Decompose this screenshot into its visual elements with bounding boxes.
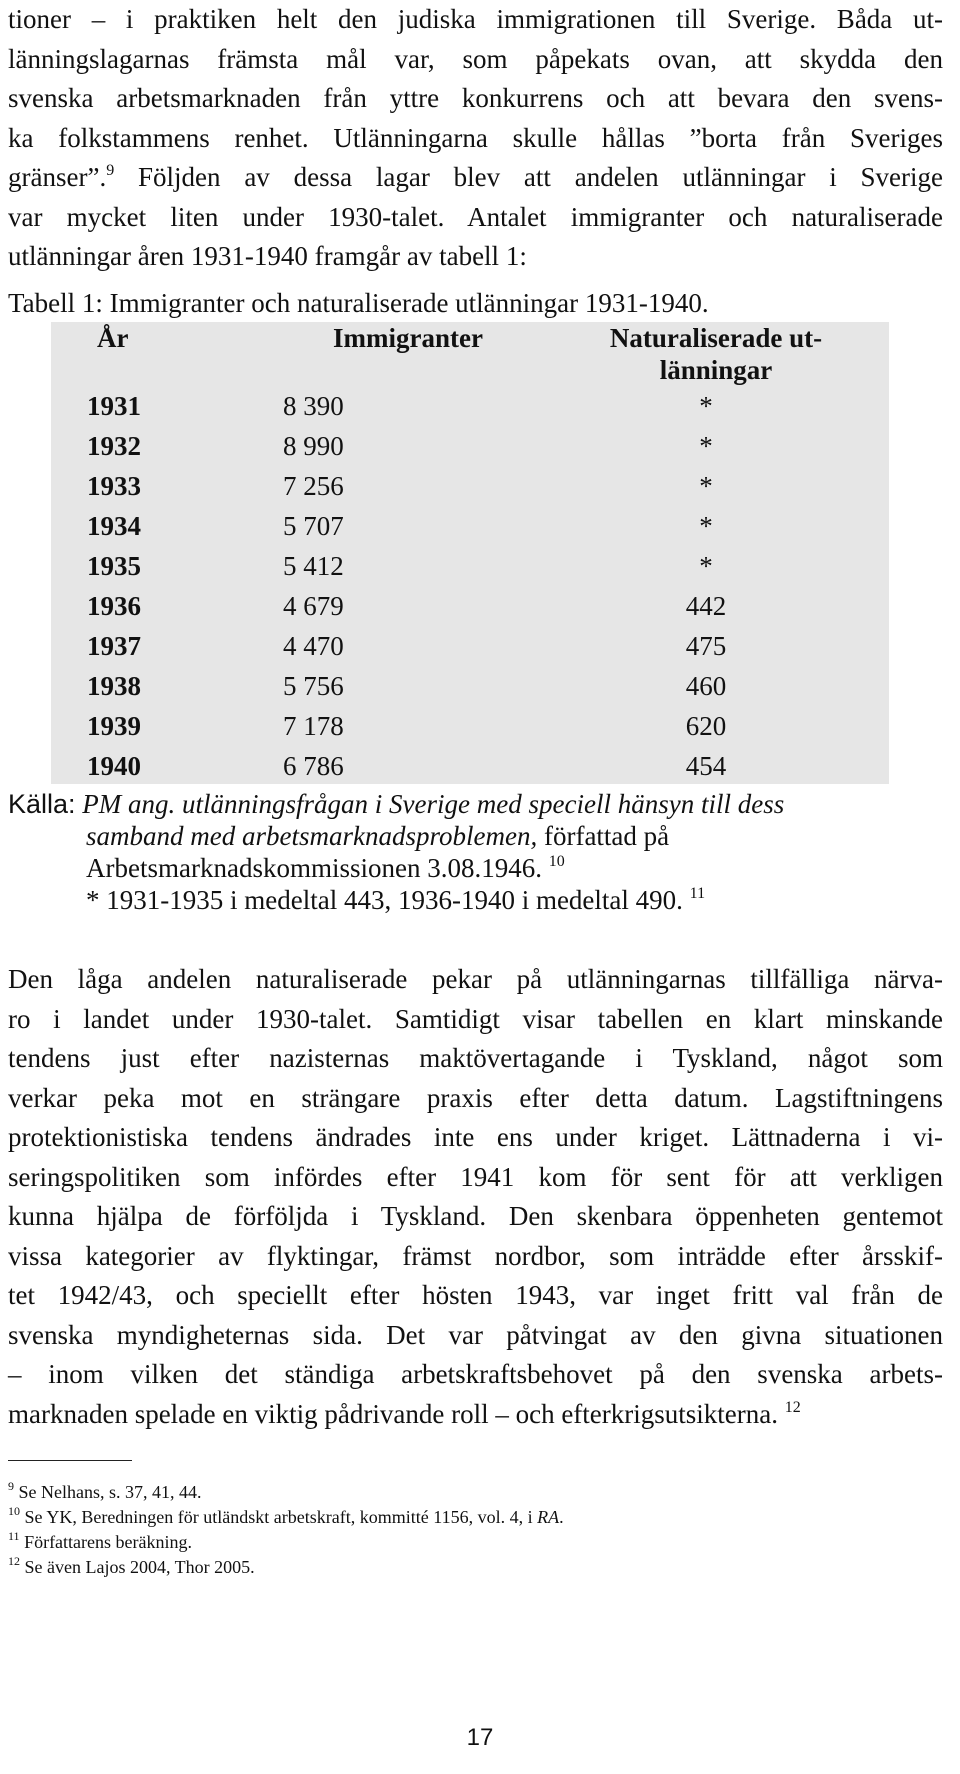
text-line (8, 1395, 943, 1435)
table-source (8, 788, 784, 916)
footnote-ref[interactable]: 9 (106, 162, 115, 179)
text-line: länningslagarnas främsta mål var, som påpekats ovan, att skydda den (8, 43, 943, 74)
footnote-text: Se även Lajos 2004, Thor 2005. (24, 1557, 255, 1577)
cell-immigrants: 8 990 (283, 430, 344, 461)
footnote-text: Se YK, Beredningen för utländskt arbetskraft, kommitté 1156, vol. 4, i (24, 1507, 538, 1527)
cell-year: 1938 (87, 670, 141, 701)
cell-immigrants: 6 786 (283, 750, 344, 781)
table-row (51, 546, 889, 586)
footnote-item (8, 1505, 564, 1530)
cell-immigrants: 5 412 (283, 550, 344, 581)
column-header-immigrants: Immigranter (333, 323, 483, 353)
source-title-cont: samband med arbetsmarknadsproblemen, (86, 821, 538, 851)
table-row (51, 626, 889, 666)
cell-year: 1932 (87, 430, 141, 461)
text-fragment: marknaden spelade en viktig pådrivande roll – och efterkrigsutsikterna. (8, 1398, 778, 1429)
cell-year: 1933 (87, 470, 141, 501)
immigration-table (51, 322, 889, 786)
footnote-italic: RA (537, 1507, 560, 1527)
source-line (8, 820, 784, 852)
text-line: tioner – i praktiken helt den judiska immigrationen till Sverige. Båda ut- (8, 4, 943, 34)
cell-year: 1939 (87, 710, 141, 741)
text-line (8, 158, 943, 198)
footnote-text: Författarens beräkning. (24, 1532, 193, 1552)
table-row (51, 426, 889, 466)
table-header-row (51, 322, 889, 386)
text-line: svenska arbetsmarknaden från yttre konkurrens och att bevara den svens- (8, 83, 943, 113)
text-line: tet 1942/43, och speciellt efter hösten 1943, var inget fritt val från de (8, 1280, 943, 1310)
table-row (51, 666, 889, 706)
table-caption: Tabell 1: Immigranter och naturaliserade utlänningar 1931-1940. (8, 288, 709, 318)
text-line: tendens just efter nazisternas maktövertagande i Tyskland, något som (8, 1043, 943, 1073)
text-line: ka folkstammens renhet. Utlänningarna skulle hållas ”borta från Sveriges (8, 122, 943, 153)
footnote-item (8, 1555, 564, 1580)
table-row (51, 746, 889, 786)
text-line: utlänningar åren 1931-1940 framgår av tabell 1: (8, 241, 527, 271)
text-line: var mycket liten under 1930-talet. Antalet immigranter och naturaliserade (8, 201, 943, 232)
text-fragment: Följden av dessa lagar blev att andelen utlänningar i Sverige (138, 162, 944, 192)
table-row (51, 386, 889, 426)
cell-immigrants: 4 679 (283, 590, 344, 621)
text-line: verkar peka mot en strängare praxis efter detta datum. Lagstiftningens (8, 1082, 943, 1113)
footnote-number: 9 (8, 1479, 14, 1493)
text-line: seringspolitiken som infördes efter 1941 kom för sent för att verkligen (8, 1161, 943, 1192)
column-header-naturalized (583, 322, 889, 386)
header-line: Naturaliserade ut- (609, 323, 823, 353)
column-header-year: År (97, 323, 129, 353)
cell-year: 1937 (87, 630, 141, 661)
cell-naturalized: 620 (685, 710, 727, 741)
cell-naturalized: * (699, 390, 713, 421)
footnote-item (8, 1530, 564, 1555)
footnote-item (8, 1480, 564, 1505)
cell-naturalized: * (699, 550, 713, 581)
footnote-text: Se Nelhans, s. 37, 41, 44. (18, 1482, 202, 1502)
source-text: författad på (537, 821, 670, 851)
cell-naturalized: 442 (685, 590, 727, 621)
cell-immigrants: 5 756 (283, 670, 344, 701)
footnote-number: 10 (8, 1504, 20, 1518)
footnote-text: . (559, 1507, 564, 1527)
paragraph-2 (8, 960, 943, 1434)
cell-naturalized: * (699, 430, 713, 461)
cell-year: 1935 (87, 550, 141, 581)
table-row (51, 586, 889, 626)
page-number: 17 (466, 1724, 494, 1751)
text-line: – inom vilken det ständiga arbetskraftsbehovet på den svenska arbets- (8, 1359, 943, 1389)
source-label: Källa: (8, 789, 76, 819)
source-text: * 1931-1935 i medeltal 443, 1936-1940 i medeltal 490. (86, 885, 683, 915)
cell-year: 1940 (87, 750, 141, 781)
text-line: vissa kategorier av flyktingar, främst nordbor, som inträdde efter årsskif- (8, 1240, 943, 1271)
source-line (8, 852, 784, 884)
cell-naturalized: 475 (685, 630, 727, 661)
footnote-divider (8, 1460, 132, 1461)
footnote-number: 12 (8, 1554, 20, 1568)
text-line: Den låga andelen naturaliserade pekar på utlänningarnas tillfälliga närva- (8, 964, 943, 994)
text-line: ro i landet under 1930-talet. Samtidigt visar tabellen en klart minskande (8, 1003, 943, 1034)
text-fragment: gränser”. (8, 162, 107, 192)
paragraph-1 (8, 0, 943, 277)
source-note (8, 884, 784, 916)
header-line: länningar (659, 355, 773, 385)
source-title: PM ang. utlänningsfrågan i Sverige med speciell hänsyn till dess (82, 789, 785, 819)
table-row (51, 466, 889, 506)
cell-immigrants: 7 256 (283, 470, 344, 501)
cell-naturalized: * (699, 470, 713, 501)
cell-naturalized: * (699, 510, 713, 541)
cell-naturalized: 454 (685, 750, 727, 781)
table-row (51, 506, 889, 546)
cell-year: 1934 (87, 510, 141, 541)
footnote-ref[interactable]: 10 (548, 853, 565, 870)
cell-year: 1936 (87, 590, 141, 621)
text-line: svenska myndigheternas sida. Det var påtvingat av den givna situationen (8, 1319, 943, 1350)
source-text: Arbetsmarknadskommissionen 3.08.1946. (86, 853, 542, 883)
cell-immigrants: 8 390 (283, 390, 344, 421)
cell-immigrants: 5 707 (283, 510, 344, 541)
cell-naturalized: 460 (685, 670, 727, 701)
cell-immigrants: 4 470 (283, 630, 344, 661)
footnotes (8, 1480, 564, 1580)
table-row (51, 706, 889, 746)
cell-year: 1931 (87, 390, 141, 421)
footnote-ref[interactable]: 12 (784, 1398, 801, 1416)
footnote-number: 11 (8, 1529, 20, 1543)
data-table-container (51, 322, 889, 784)
footnote-ref[interactable]: 11 (689, 885, 706, 902)
text-line: protektionistiska tendens ändrades inte ens under kriget. Lättnaderna i vi- (8, 1122, 943, 1152)
text-line: kunna hjälpa de förföljda i Tyskland. Den skenbara öppenheten gentemot (8, 1201, 943, 1231)
cell-immigrants: 7 178 (283, 710, 344, 741)
